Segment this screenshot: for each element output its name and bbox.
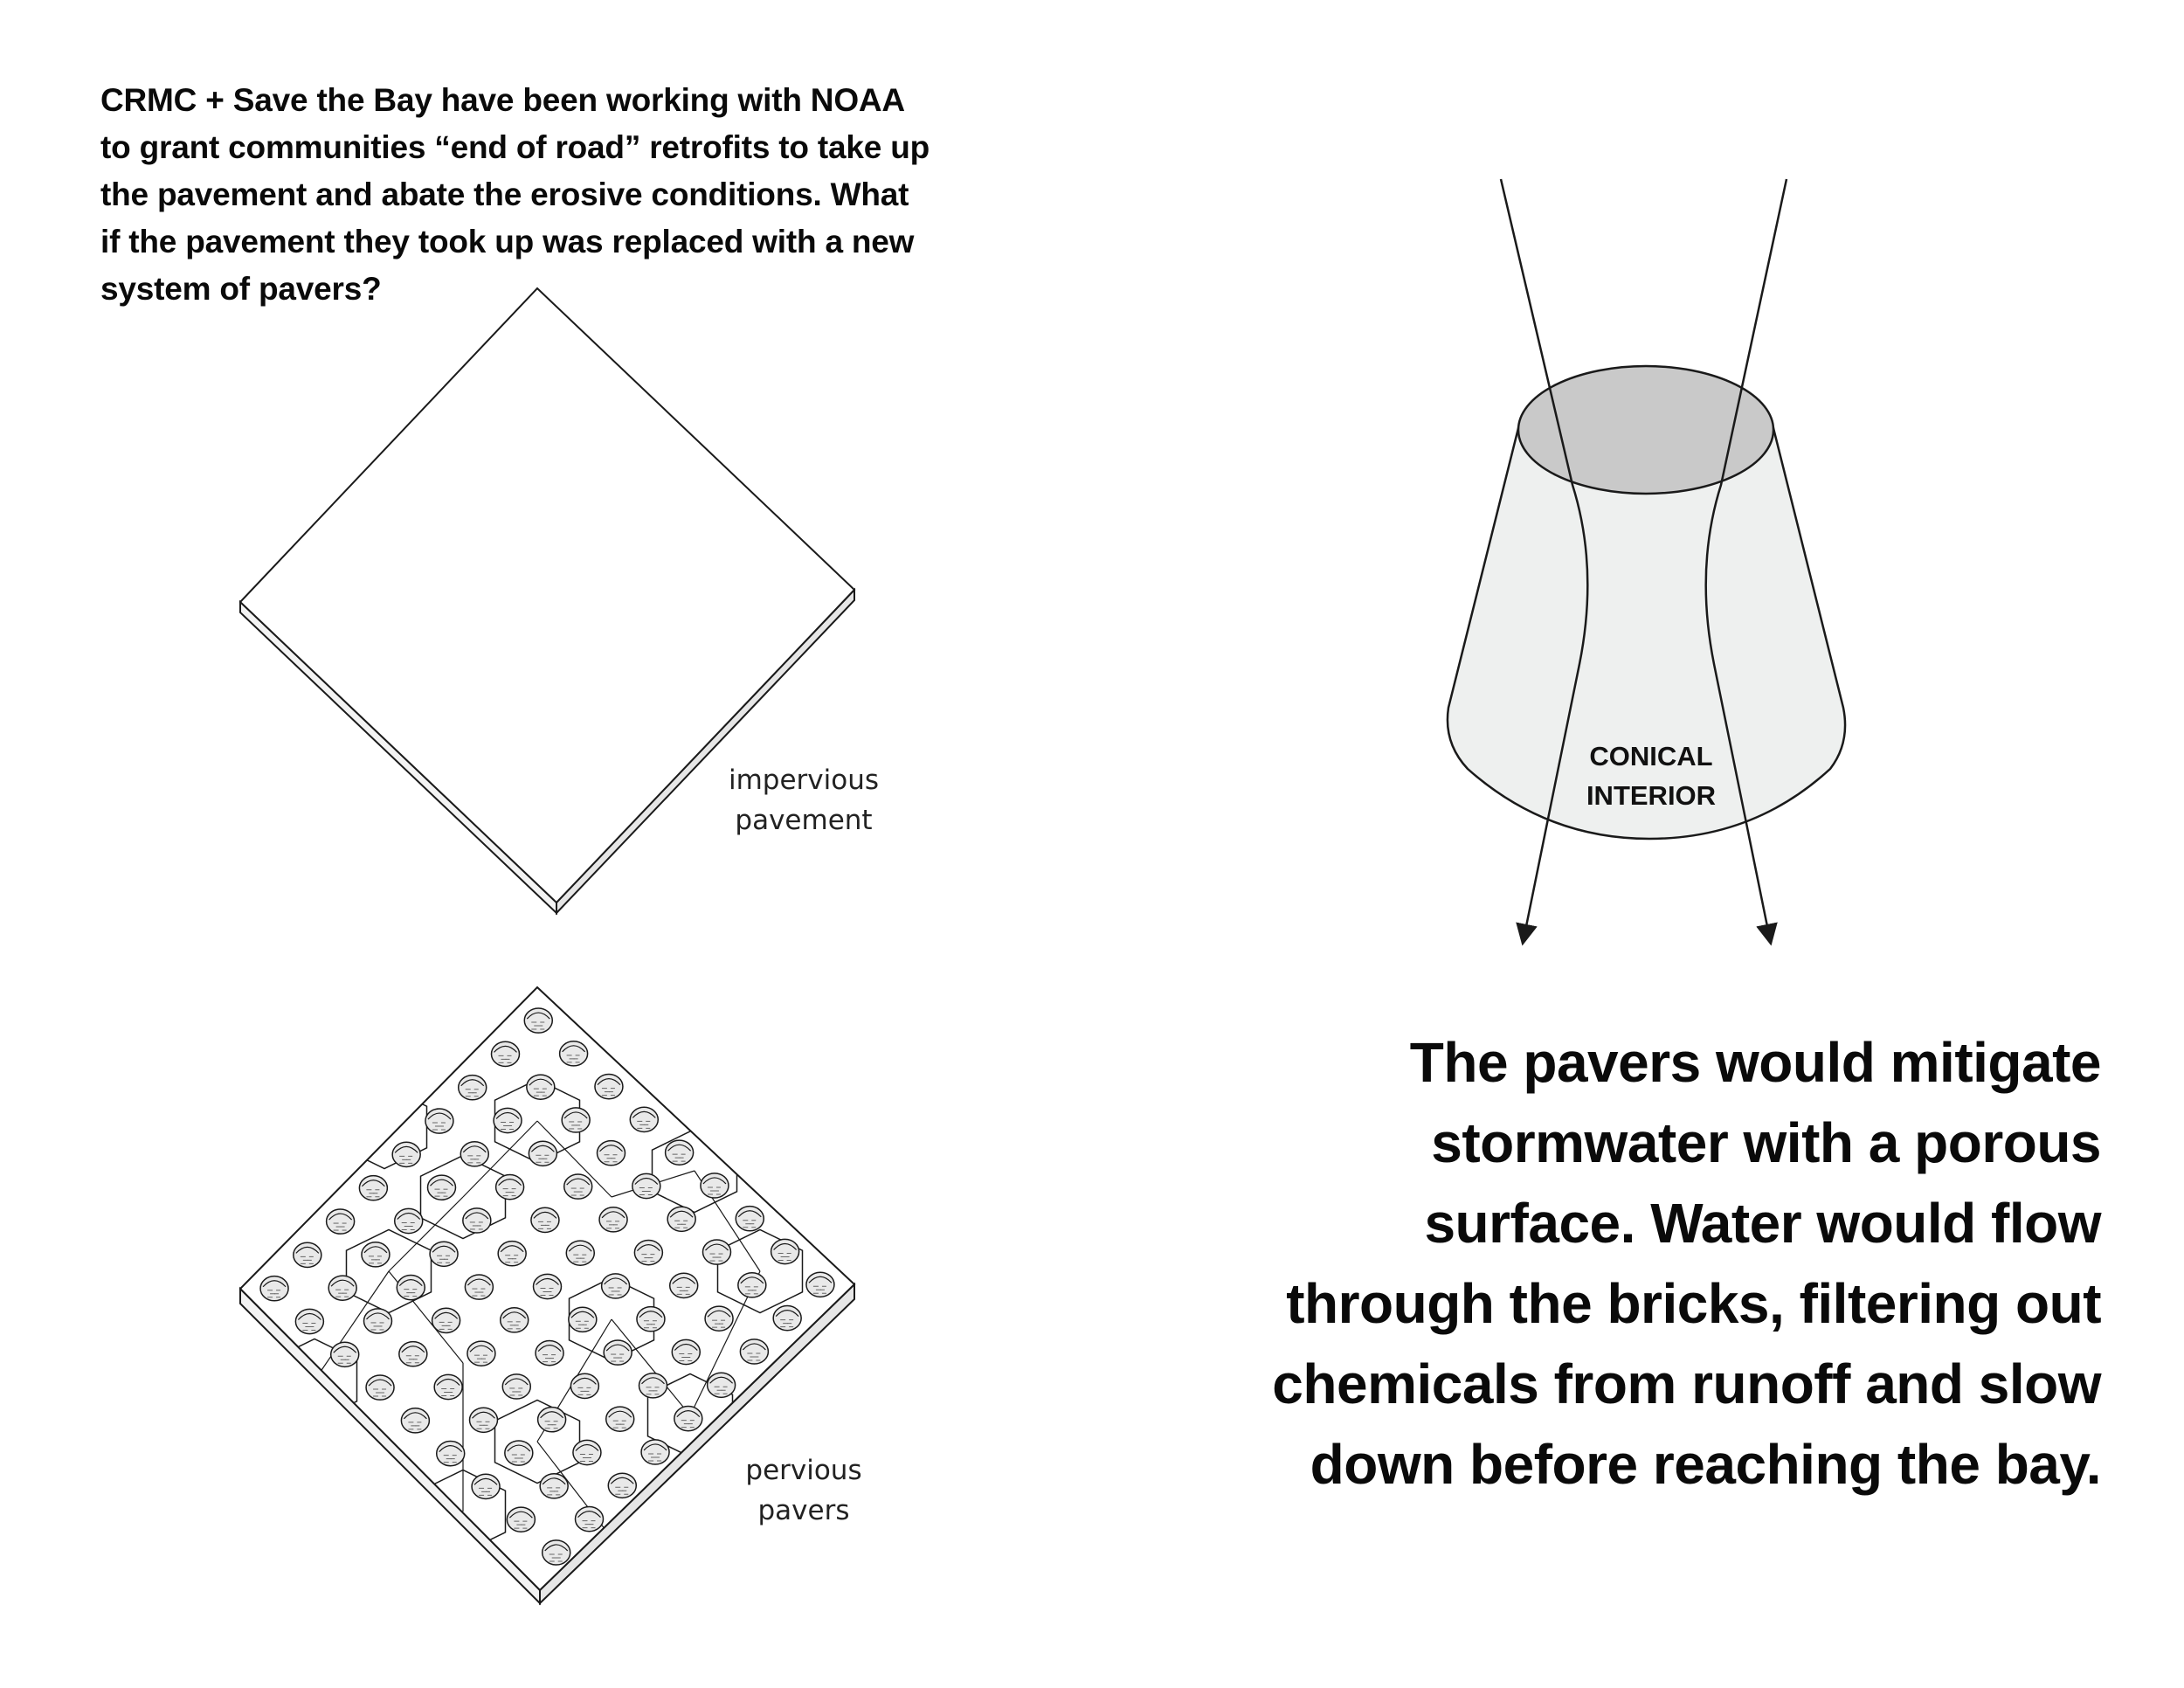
paver-hole [543, 1540, 570, 1565]
paver-hole [472, 1474, 500, 1498]
paver-hole [604, 1340, 632, 1365]
paver-hole [806, 1272, 834, 1297]
paver-hole [465, 1275, 493, 1299]
paver-hole [666, 1140, 694, 1165]
paver-hole [527, 1075, 555, 1099]
paver-hole [362, 1242, 390, 1267]
paver-hole [397, 1276, 425, 1300]
paver-hole [502, 1374, 530, 1399]
paver-hole [599, 1207, 627, 1232]
paver-hole [595, 1075, 623, 1099]
paver-hole [364, 1309, 392, 1333]
paver-hole [428, 1175, 456, 1200]
paver-hole [432, 1308, 460, 1332]
paver-hole [672, 1339, 700, 1364]
paver-hole [331, 1342, 359, 1366]
paver-hole [328, 1276, 356, 1300]
intro-line: CRMC + Save the Bay have been working with NOAA [100, 82, 905, 118]
paver-hole [294, 1242, 321, 1267]
paver-hole [496, 1175, 524, 1200]
paver-hole [573, 1440, 601, 1464]
paver-hole [401, 1408, 429, 1433]
paver-hole [531, 1207, 559, 1232]
paver-hole [639, 1373, 667, 1398]
paver-hole [708, 1373, 736, 1397]
impervious-label-line: impervious [728, 764, 880, 796]
paver-hole [425, 1109, 453, 1133]
paver-hole [738, 1273, 766, 1297]
conclusion-statement [1070, 1022, 2101, 1505]
paver-hole [560, 1041, 588, 1066]
paver-hole [632, 1173, 660, 1198]
paver-hole [434, 1374, 462, 1399]
paver-hole [327, 1209, 355, 1234]
paver-hex-outline [718, 1085, 803, 1168]
paver-hole [608, 1473, 636, 1498]
paver-hole [740, 1339, 768, 1364]
paver-hole [562, 1108, 590, 1132]
paver-hole [569, 1307, 597, 1332]
paver-hole [566, 1241, 594, 1265]
conclusion-line: The pavers would mitigate [1409, 1031, 2101, 1094]
conical-interior-drawing [1448, 179, 1845, 944]
paver-hole [459, 1076, 487, 1100]
paver-hole [540, 1474, 568, 1498]
paver-hole [505, 1441, 533, 1465]
conical-label-line: CONICAL [1589, 741, 1713, 771]
paver-hole [295, 1309, 323, 1333]
intro-line: if the pavement they took up was replaced with a new [100, 224, 915, 259]
pervious-pavers-label [690, 1450, 917, 1531]
paver-hole [670, 1273, 698, 1297]
paver-hole [392, 1142, 420, 1166]
paver-hole [701, 1173, 729, 1198]
paver-hole [437, 1442, 465, 1466]
paver-hole [634, 1241, 662, 1265]
paver-hole [260, 1276, 288, 1301]
paver-hole [705, 1306, 733, 1331]
paver-hole [602, 1274, 630, 1298]
paver-hole [460, 1142, 488, 1166]
conical-label-line: INTERIOR [1586, 780, 1717, 811]
paver-hole [703, 1240, 731, 1264]
paver-hole [529, 1141, 556, 1166]
paver-hole [399, 1342, 427, 1366]
paver-hole [630, 1107, 658, 1131]
paver-hole [463, 1208, 491, 1233]
paver-hole [534, 1274, 562, 1298]
paver-hole [771, 1239, 799, 1263]
conclusion-line: through the bricks, filtering out [1286, 1272, 2101, 1335]
paver-hole [598, 1141, 625, 1166]
paver-hole [470, 1408, 498, 1432]
paver-hole [507, 1507, 535, 1532]
conclusion-line: chemicals from runoff and slow [1272, 1352, 2101, 1415]
conclusion-line: down before reaching the bay. [1310, 1433, 2101, 1496]
impervious-label-line: pavement [735, 805, 873, 836]
paver-hole [498, 1242, 526, 1266]
paver-hole [576, 1507, 604, 1532]
intro-line: the pavement and abate the erosive conditions. What [100, 176, 909, 212]
paver-hole [430, 1242, 458, 1266]
paver-hole [524, 1008, 552, 1033]
paver-hole [564, 1174, 592, 1199]
paver-hole [492, 1041, 520, 1066]
paver-hole [736, 1207, 764, 1231]
paver-hole [641, 1440, 669, 1464]
conical-interior-label [1546, 737, 1756, 815]
paver-hole [773, 1306, 801, 1331]
intro-line: to grant communities “end of road” retrofits to take up [100, 129, 930, 165]
paver-hole [536, 1341, 563, 1366]
paver-hole [359, 1176, 387, 1200]
paver-hole [494, 1108, 522, 1132]
paver-hole [667, 1207, 695, 1231]
paver-hole [674, 1407, 702, 1431]
paver-hole [570, 1373, 598, 1398]
conclusion-line: stormwater with a porous [1431, 1111, 2101, 1174]
paver-hole [395, 1208, 423, 1233]
paver-hole [501, 1308, 529, 1332]
paver-hole [538, 1408, 566, 1432]
paver-hole [637, 1307, 665, 1332]
pervious-label-line: pavers [757, 1495, 850, 1526]
pervious-label-line: pervious [745, 1455, 862, 1486]
conclusion-line: surface. Water would flow [1424, 1192, 2101, 1255]
paver-hole [467, 1341, 495, 1366]
paver-hole [606, 1407, 634, 1431]
impervious-pavement-label [690, 760, 917, 841]
paver-hole [366, 1375, 394, 1400]
intro-line: system of pavers? [100, 271, 382, 307]
